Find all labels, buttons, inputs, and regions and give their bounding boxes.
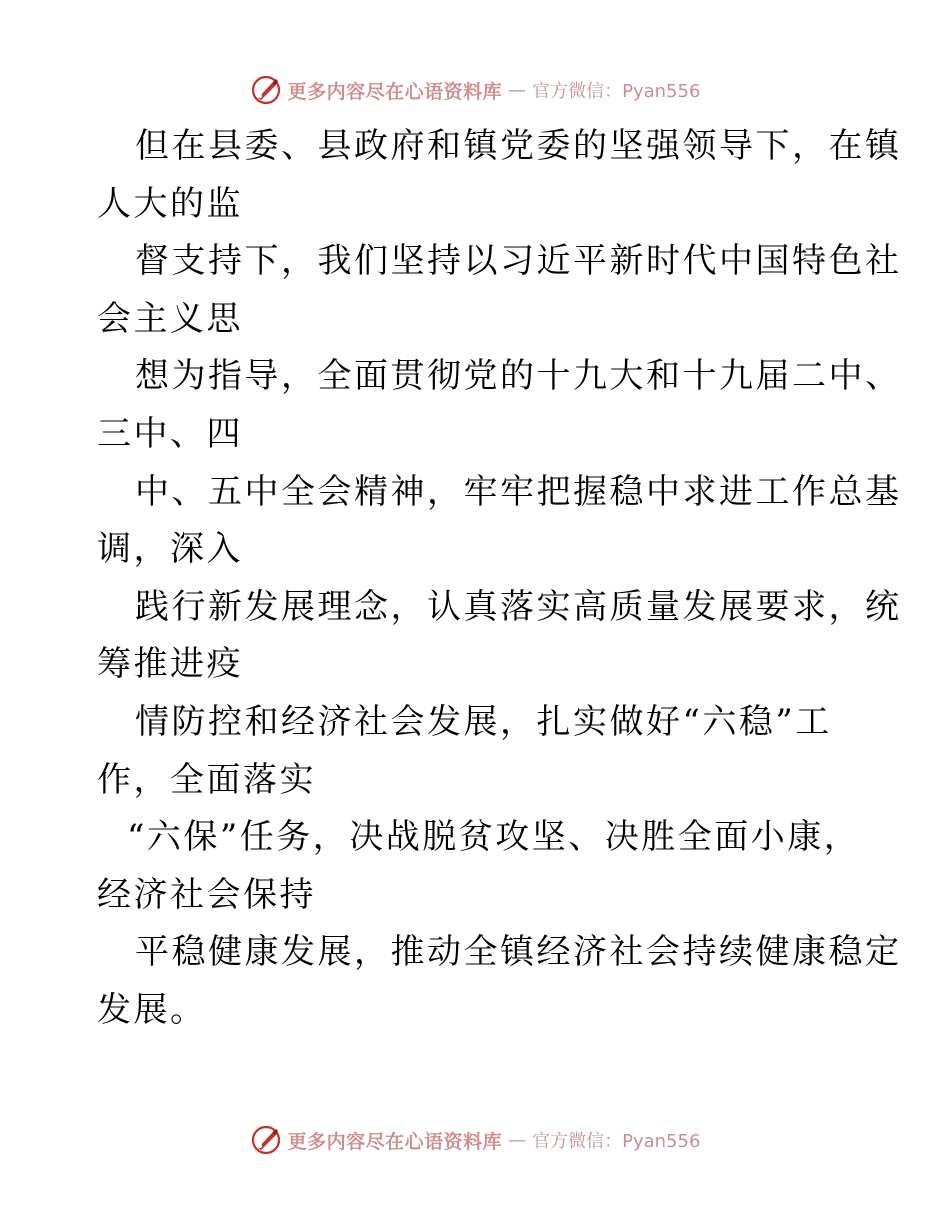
text-line: 筹推进疫 xyxy=(97,644,243,685)
text-line: 中、五中全会精神，牢牢把握稳中求进工作总基 xyxy=(135,471,902,512)
text-line: 想为指导，全面贯彻党的十九大和十九届二中、 xyxy=(135,356,902,397)
text-line: 情防控和经济社会发展，扎实做好“六稳”工 xyxy=(135,701,832,742)
text-line: “六保”任务，决战脱贫攻坚、决胜全面小康， xyxy=(127,817,861,858)
header-watermark xyxy=(0,70,950,110)
watermark-brand: 更多内容尽在心语资料库 xyxy=(287,1130,503,1153)
text-line: 督支持下，我们坚持以习近平新时代中国特色社 xyxy=(135,241,902,282)
text-line: 会主义思 xyxy=(97,298,243,339)
pen-logo-icon xyxy=(250,1124,282,1156)
text-line: 平稳健康发展，推动全镇经济社会持续健康稳定 xyxy=(135,932,902,973)
footer-watermark xyxy=(0,1120,950,1160)
text-line: 经济社会保持 xyxy=(97,874,316,915)
text-line: 三中、四 xyxy=(97,413,243,454)
watermark-brand: 更多内容尽在心语资料库 xyxy=(287,80,503,103)
text-line: 调，深入 xyxy=(97,529,243,570)
text-line: 人大的监 xyxy=(97,183,243,224)
text-line: 发展。 xyxy=(97,989,207,1030)
watermark-contact: 官方微信：Pyan556 xyxy=(532,1131,701,1152)
text-line: 作，全面落实 xyxy=(97,759,316,800)
document-body xyxy=(97,118,902,1040)
watermark-dash: — xyxy=(508,1129,527,1151)
watermark-dash: — xyxy=(508,79,527,101)
pen-logo-icon xyxy=(250,74,282,106)
watermark-contact: 官方微信：Pyan556 xyxy=(532,81,701,102)
text-line: 践行新发展理念，认真落实高质量发展要求，统 xyxy=(135,586,902,627)
text-line: 但在县委、县政府和镇党委的坚强领导下，在镇 xyxy=(135,126,902,166)
